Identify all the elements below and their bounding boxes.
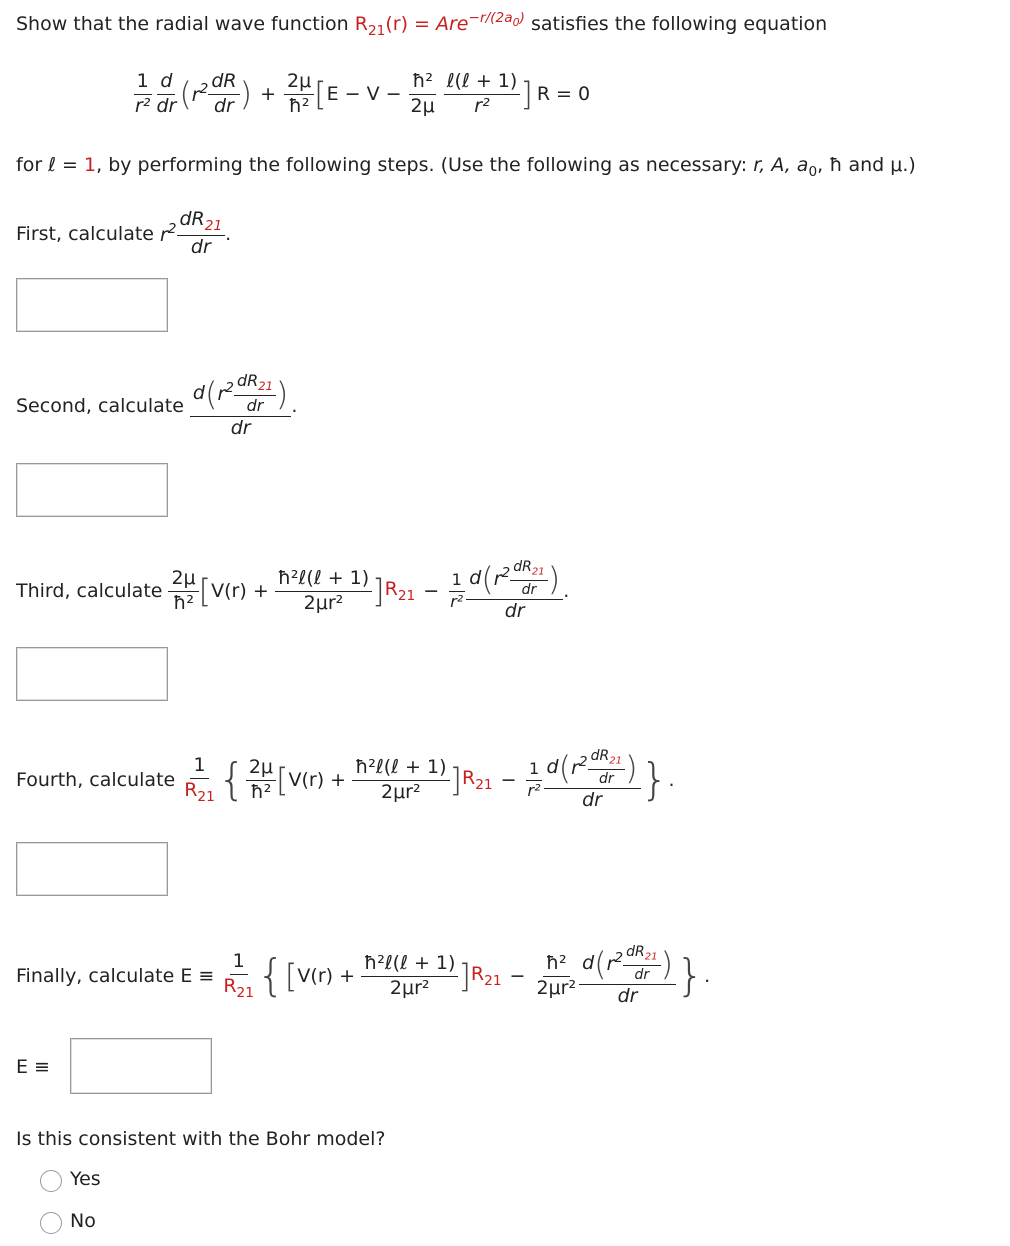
step-second: Second, calculate d ( $r^2$ $\frac{dR_{21}}{dr}$ ) dr . [16,371,298,439]
instructions-line: for ℓ = 1, by performing the following steps. (Use the following as necessary: r, A, $a_0$, ħ and μ.) [16,154,916,180]
radio-no[interactable] [40,1212,62,1234]
answer-input-energy[interactable] [70,1038,212,1094]
step-fourth: Fourth, calculate $\frac{1}{R_{21}}$ { $\frac{2\mu}{\text{ħ²}}$ [ V(r) + $\frac{\text{ħ²ℓ(ℓ + 1)}}{\text{2μr²}}$ ] $R_{21}$ − $\frac{1}{\text{r²}}$ d ( $r^2$ $\frac{dR_{21}}{dr}$ ) dr } . [16,748,675,811]
option-yes-label[interactable]: Yes [70,1168,101,1190]
answer-input-first[interactable] [16,278,168,332]
schrodinger-radial-equation: $\frac{1}{\text{r²}}$ $\frac{d}{dr}$ ( $r^2$ $\frac{dR}{dr}$ ) + $\frac{2\mu}{\text{ħ²}}$ [ E − V − $\frac{\text{ħ²}}{2\mu}$ $\frac{\text{ℓ(ℓ + 1)}}{\text{r²}}$ ] R = 0 [135,69,591,117]
step-finally: Finally, calculate E ≡ $\frac{1}{R_{21}}$ { [ V(r) + $\frac{\text{ħ²ℓ(ℓ + 1)}}{\text{2μr²}}$ ] $R_{21}$ − $\frac{\text{ħ²}}{\text{2μr²}}$ d ( $r^2$ $\frac{dR_{21}}{dr}$ ) dr } . [16,944,711,1007]
bohr-question: Is this consistent with the Bohr model? [16,1128,386,1150]
answer-input-third[interactable] [16,647,168,701]
option-no-label[interactable]: No [70,1210,96,1232]
answer-input-second[interactable] [16,463,168,517]
step-third: Third, calculate $\frac{2\mu}{\text{ħ²}}$ [ V(r) + $\frac{\text{ħ²ℓ(ℓ + 1)}}{\text{2μr²}}$ ] $R_{21}$ − $\frac{1}{\text{r²}}$ d ( $r^2$ $\frac{dR_{21}}{dr}$ ) dr . [16,559,570,622]
energy-label: E ≡ [16,1056,50,1078]
answer-input-fourth[interactable] [16,842,168,896]
radio-yes[interactable] [40,1170,62,1192]
step-first: First, calculate $r^2$ $\frac{dR_{21}}{dr}$ . [16,207,232,259]
problem-intro: Show that the radial wave function $R_{21}(r) = Are^{-r/(2a_0)}$ satisfies the following equation [16,10,828,39]
